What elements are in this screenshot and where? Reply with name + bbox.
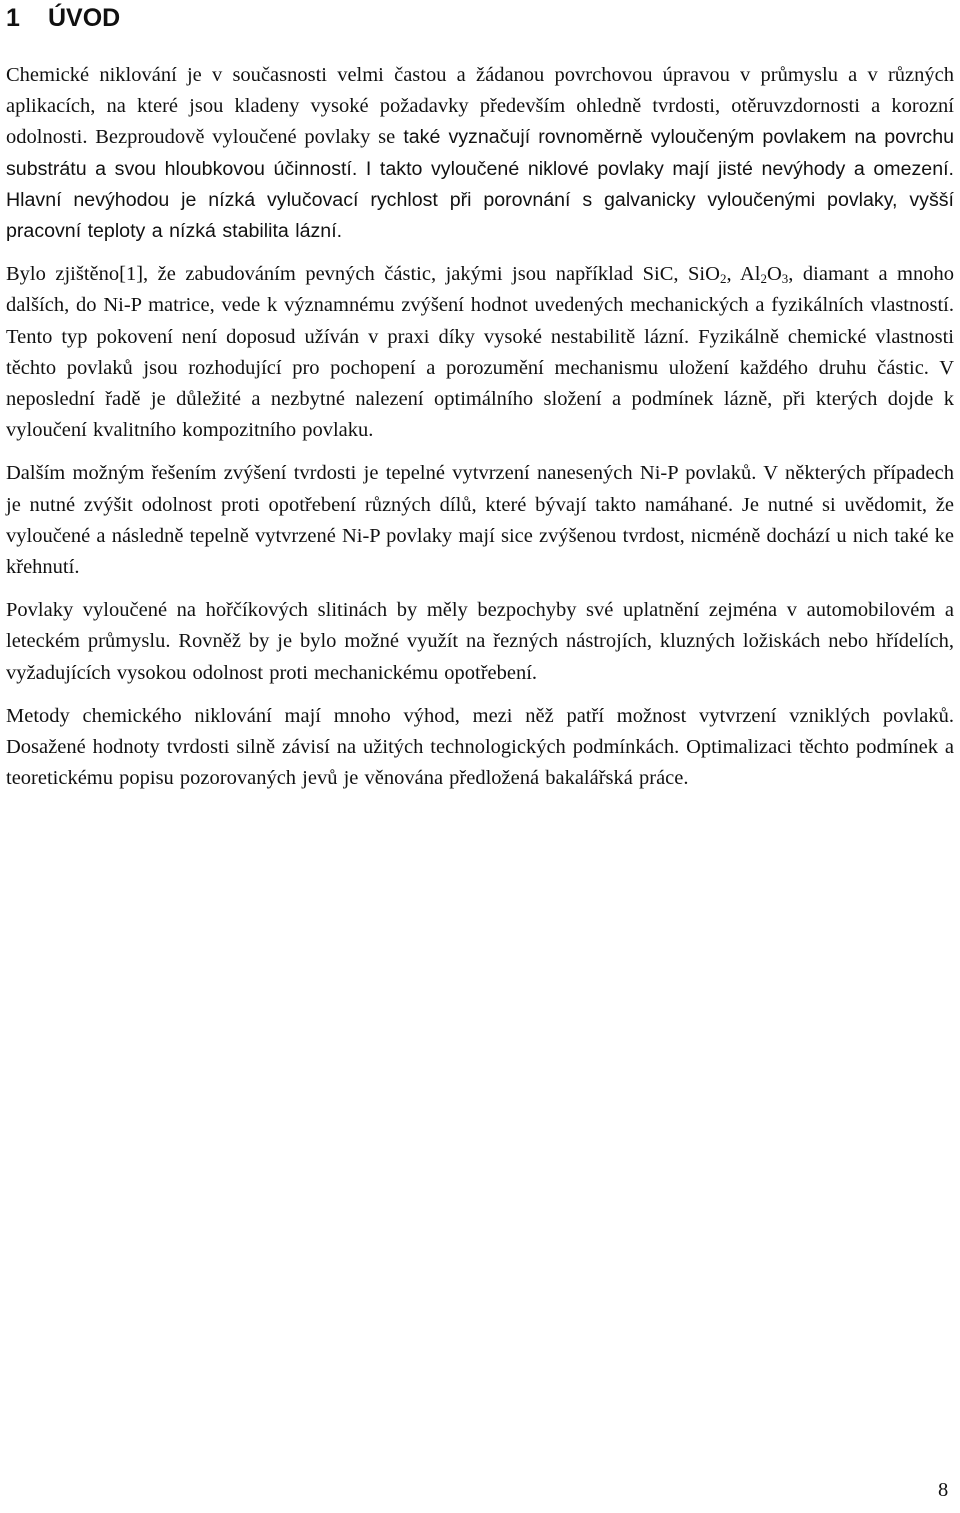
paragraph-heat-treatment: Dalším možným řešením zvýšení tvrdosti je tepelné vytvrzení nanesených Ni-P povlaků. V některých případech je nutné zvýšit odolnost proti opotřebení různých dílů, které bývají takto namáhané. Je nutné si uvědomit, že vyloučené a následně tepelně vytvrzené Ni-P povlaky mají sice zvýšenou tvrdost, nicméně dochází u nich také ke křehnutí. [6, 462, 954, 579]
paragraph-composite-text-4: , diamant a mnoho dalších, do Ni-P matrice, vede k významnému zvýšení hodnot uvedených mechanických a fyzikálních vlastností. Tento typ pokovení není doposud užíván v praxi díky vysoké nestabilitě lázní. Fyzikálně chemické vlastnosti těchto povlaků jsou rozhodující pro pochopení a porozumění mechanismu uložení každého druhu částic. V neposlední řadě je důležité a nezbytné nalezení optimálního složení a podmínek lázně, při kterých dojde k vyloučení kvalitního kompozitního povlaku. [6, 263, 954, 442]
document-body [6, 60, 954, 806]
chapter-title: ÚVOD [48, 4, 121, 32]
paragraph-magnesium-alloys: Povlaky vyloučené na hořčíkových slitinách by měly bezpochyby své uplatnění zejména v automobilovém a leteckém průmyslu. Rovněž by je bylo možné využít na řezných nástrojích, kluzných ložiskách nebo hřídelích, vyžadujících vysokou odolnost proti mechanickému opotřebení. [6, 599, 954, 684]
paragraph-thesis-aim: Metody chemického niklování mají mnoho výhod, mezi něž patří možnost vytvrzení vzniklých povlaků. Dosažené hodnoty tvrdosti silně závisí na užitých technologických podmínkách. Optimalizaci těchto podmínek a teoretickému popisu pozorovaných jevů je věnována předložená bakalářská práce. [6, 704, 954, 790]
subscript-sio2: 2 [719, 271, 727, 287]
page-number: 8 [938, 1479, 949, 1501]
paragraph-composite-text-3: O [766, 263, 782, 286]
chapter-heading [6, 2, 120, 34]
subscript-al2: 2 [760, 271, 767, 287]
paragraph-composite-text-2: , Al [726, 263, 761, 286]
paragraph-composite-text-1: Bylo zjištěno[1], že zabudováním pevných částic, jakými jsou například SiC, SiO [6, 263, 720, 286]
subscript-o3: 3 [781, 271, 789, 287]
paragraph-intro-lead: Chemické niklování je v současnosti velmi častou a žádanou povrchovou úpravou v průmyslu a v různých aplikacích, na které jsou kladeny vysoké požadavky především ohledně tvrdosti, otěruvzdornosti a korozní odolnosti. [6, 64, 954, 149]
paragraph-intro [6, 60, 954, 247]
chapter-number: 1 [6, 4, 20, 32]
paragraph-intro-mid: Bezproudově vyloučené povlaky se [87, 126, 396, 149]
paragraph-intro-rest: také vyznačují rovnoměrně vyloučeným povlakem na povrchu substrátu a svou hloubkovou účinností. I takto vyloučené niklové povlaky mají jisté nevýhody a omezení. Hlavní nevýhodou je nízká vylučovací rychlost při porovnání s galvanicky vyloučenými povlaky, vyšší pracovní teploty a nízká stabilita lázní. [6, 126, 954, 243]
paragraph-composite-particles [6, 259, 954, 446]
